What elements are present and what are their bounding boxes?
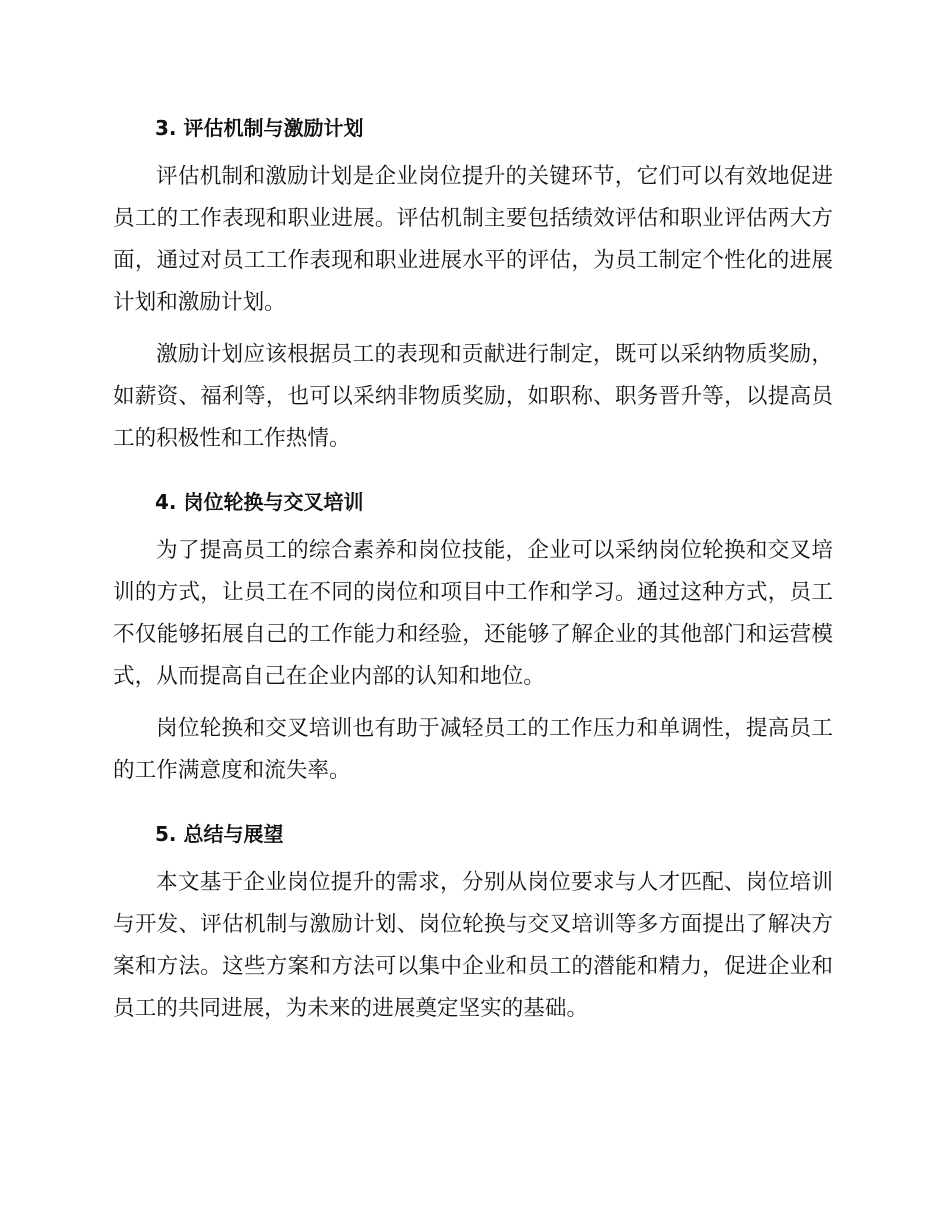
section-heading: 5. 总结与展望 (155, 822, 284, 846)
paragraph: 激励计划应该根据员工的表现和贡献进行制定，既可以采纳物质奖励，如薪资、福利等，也可以采纳非物质奖励，如职称、职务晋升等，以提高员工的积极性和工作热情。 (113, 342, 833, 451)
section-spacer (113, 470, 833, 482)
paragraph: 本文基于企业岗位提升的需求，分别从岗位要求与人才匹配、岗位培训与开发、评估机制与激励计划、岗位轮换与交叉培训等多方面提出了解决方案和方法。这些方案和方法可以集中企业和员工的潜能和精力，促进企业和员工的共同进展，为未来的进展奠定坚实的基础。 (113, 870, 833, 1021)
section-spacer (113, 802, 833, 814)
section-job-rotation (113, 482, 833, 792)
section-summary-outlook (113, 814, 833, 1030)
section-evaluation-incentives (113, 108, 833, 460)
paragraph: 为了提高员工的综合素养和岗位技能，企业可以采纳岗位轮换和交叉培训的方式，让员工在不同的岗位和项目中工作和学习。通过这种方式，员工不仅能够拓展自己的工作能力和经验，还能够了解企业的其他部门和运营模式，从而提高自己在企业内部的认知和地位。 (113, 538, 833, 689)
section-heading: 4. 岗位轮换与交叉培训 (155, 490, 364, 514)
paragraph: 评估机制和激励计划是企业岗位提升的关键环节，它们可以有效地促进员工的工作表现和职业进展。评估机制主要包括绩效评估和职业评估两大方面，通过对员工工作表现和职业进展水平的评估，为员工制定个性化的进展计划和激励计划。 (113, 164, 833, 315)
section-heading: 3. 评估机制与激励计划 (155, 116, 364, 140)
document-body (113, 108, 833, 1040)
paragraph: 岗位轮换和交叉培训也有助于减轻员工的工作压力和单调性，提高员工的工作满意度和流失率。 (113, 716, 833, 783)
